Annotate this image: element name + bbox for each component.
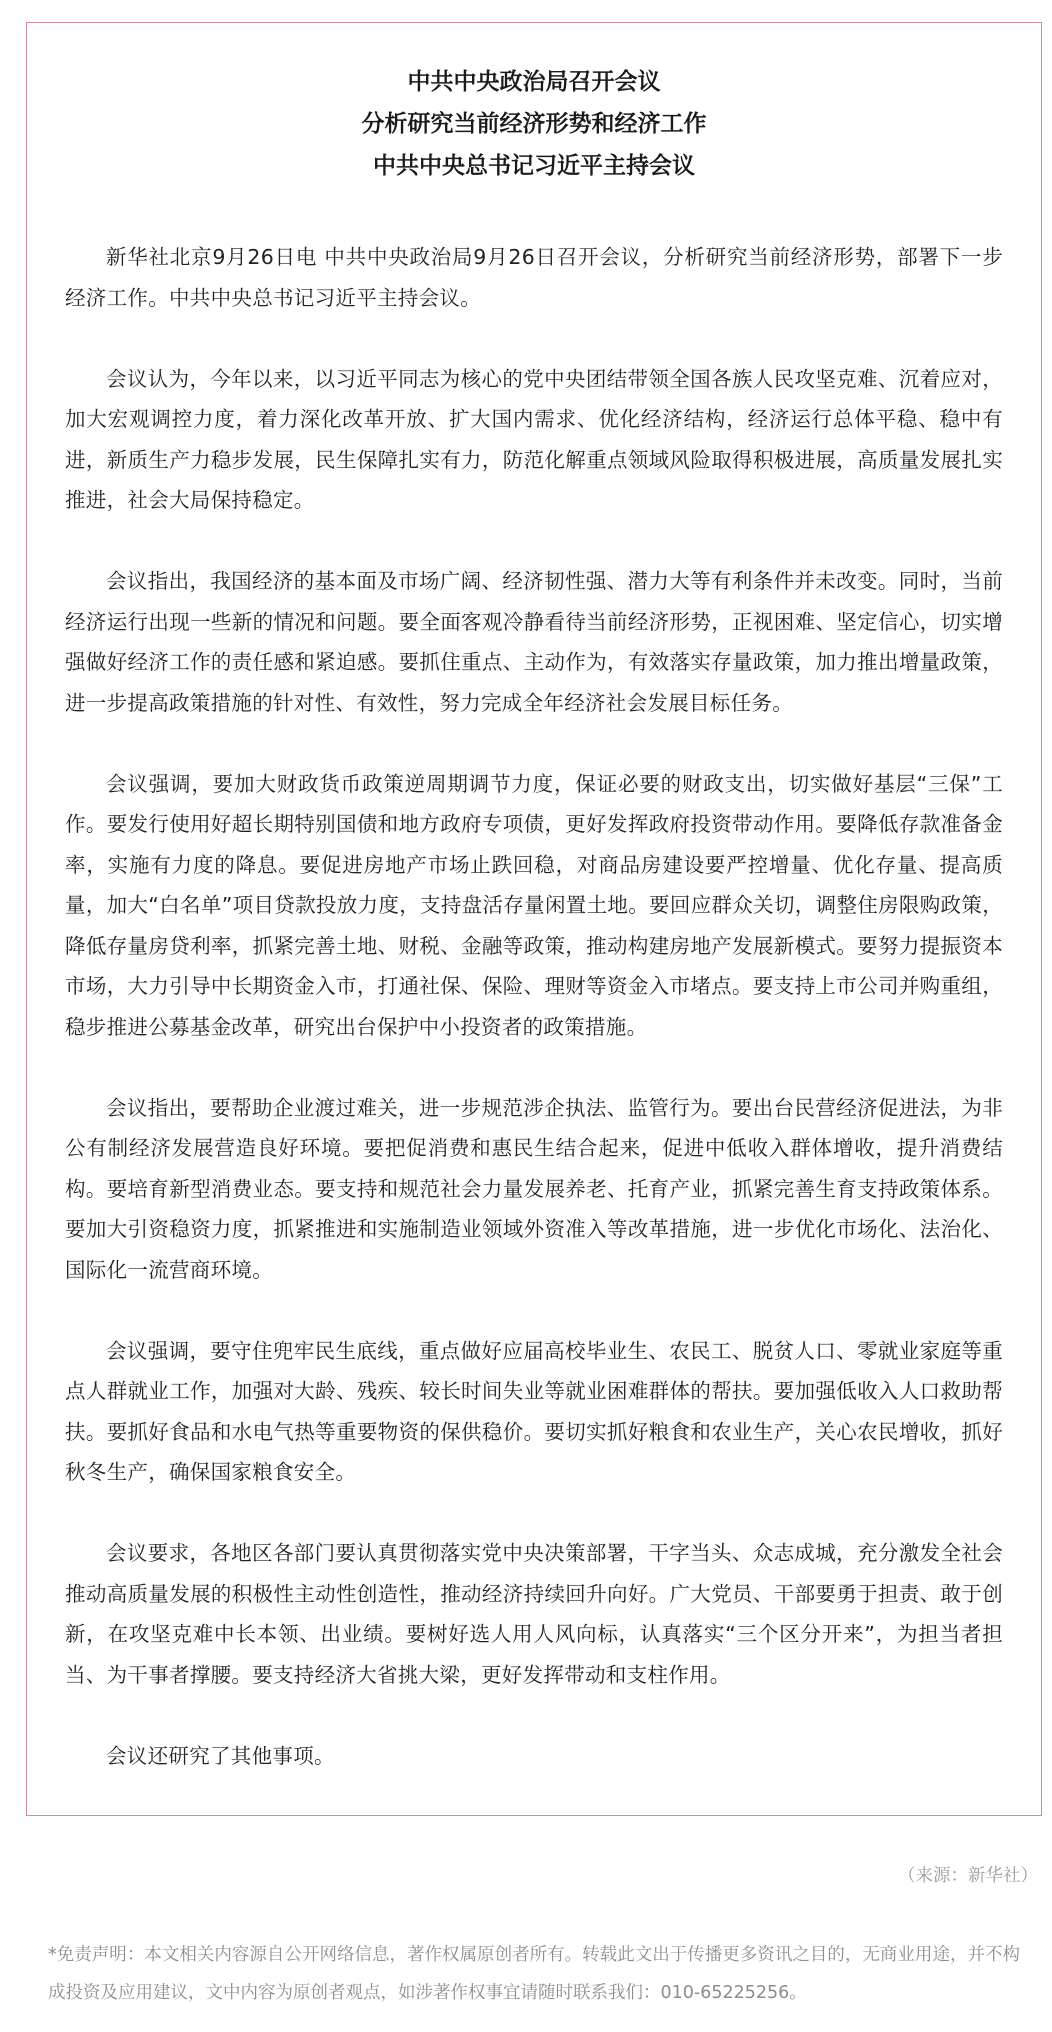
- headline-line-2: 分析研究当前经济形势和经济工作: [361, 111, 707, 137]
- headline-line-1: 中共中央政治局召开会议: [407, 69, 661, 95]
- article-paragraph-4: 会议强调，要加大财政货币政策逆周期调节力度，保证必要的财政支出，切实做好基层“三保”工作。要发行使用好超长期特别国债和地方政府专项债，更好发挥政府投资带动作用。要降低存款准备金率，实施有力度的降息。要促进房地产市场止跌回稳，对商品房建设要严控增量、优化存量、提高质量，加大“白名单”项目贷款投放力度，支持盘活存量闲置土地。要回应群众关切，调整住房限购政策，降低存量房贷利率，抓紧完善土地、财税、金融等政策，推动构建房地产发展新模式。要努力提振资本市场，大力引导中长期资金入市，打通社保、保险、理财等资金入市堵点。要支持上市公司并购重组，稳步推进公募基金改革，研究出台保护中小投资者的政策措施。: [65, 771, 1003, 1039]
- article-frame: [26, 22, 1042, 1816]
- article-paragraph-5: 会议指出，要帮助企业渡过难关，进一步规范涉企执法、监管行为。要出台民营经济促进法，为非公有制经济发展营造良好环境。要把促消费和惠民生结合起来，促进中低收入群体增收，提升消费结构。要培育新型消费业态。要支持和规范社会力量发展养老、托育产业，抓紧完善生育支持政策体系。要加大引资稳资力度，抓紧推进和实施制造业领域外资准入等改革措施，进一步优化市场化、法治化、国际化一流营商环境。: [65, 1095, 1003, 1282]
- article-paragraph-2: 会议认为，今年以来，以习近平同志为核心的党中央团结带领全国各族人民攻坚克难、沉着应对，加大宏观调控力度，着力深化改革开放、扩大国内需求、优化经济结构，经济运行总体平稳、稳中有进，新质生产力稳步发展，民生保障扎实有力，防范化解重点领域风险取得积极进展，高质量发展扎实推进，社会大局保持稳定。: [65, 366, 1003, 512]
- article-paragraph-3: 会议指出，我国经济的基本面及市场广阔、经济韧性强、潜力大等有利条件并未改变。同时，当前经济运行出现一些新的情况和问题。要全面客观冷静看待当前经济形势，正视困难、坚定信心，切实增强做好经济工作的责任感和紧迫感。要抓住重点、主动作为，有效落实存量政策，加力推出增量政策，进一步提高政策措施的针对性、有效性，努力完成全年经济社会发展目标任务。: [65, 569, 1003, 715]
- disclaimer-text: *免责声明：本文相关内容源自公开网络信息，著作权属原创者所有。转载此文出于传播更多资讯之目的，无商业用途，并不构成投资及应用建议，文中内容为原创者观点，如涉著作权事宜请随时联系我们：010-65225256。: [48, 1945, 1020, 2003]
- article-paragraph-6: 会议强调，要守住兜牢民生底线，重点做好应届高校毕业生、农民工、脱贫人口、零就业家庭等重点人群就业工作，加强对大龄、残疾、较长时间失业等就业困难群体的帮扶。要加强低收入人口救助帮扶。要抓好食品和水电气热等重要物资的保供稳价。要切实抓好粮食和农业生产，关心农民增收，抓好秋冬生产，确保国家粮食安全。: [65, 1338, 1003, 1484]
- article-paragraph-8: 会议还研究了其他事项。: [106, 1743, 335, 1768]
- article-headline: [65, 61, 1003, 187]
- article-paragraph-7: 会议要求，各地区各部门要认真贯彻落实党中央决策部署，干字当头、众志成城，充分激发全社会推动高质量发展的积极性主动性创造性，推动经济持续回升向好。广大党员、干部要勇于担责、敢于创新，在攻坚克难中长本领、出业绩。要树好选人用人风向标，认真落实“三个区分开来”，为担当者担当、为干事者撑腰。要支持经济大省挑大梁，更好发挥带动和支柱作用。: [65, 1541, 1003, 1687]
- headline-line-3: 中共中央总书记习近平主持会议: [373, 153, 695, 179]
- source-attribution: （来源：新华社）: [898, 1866, 1038, 1886]
- article-paragraph-1: 新华社北京9月26日电 中共中央政治局9月26日召开会议，分析研究当前经济形势，部署下一步经济工作。中共中央总书记习近平主持会议。: [65, 245, 1003, 310]
